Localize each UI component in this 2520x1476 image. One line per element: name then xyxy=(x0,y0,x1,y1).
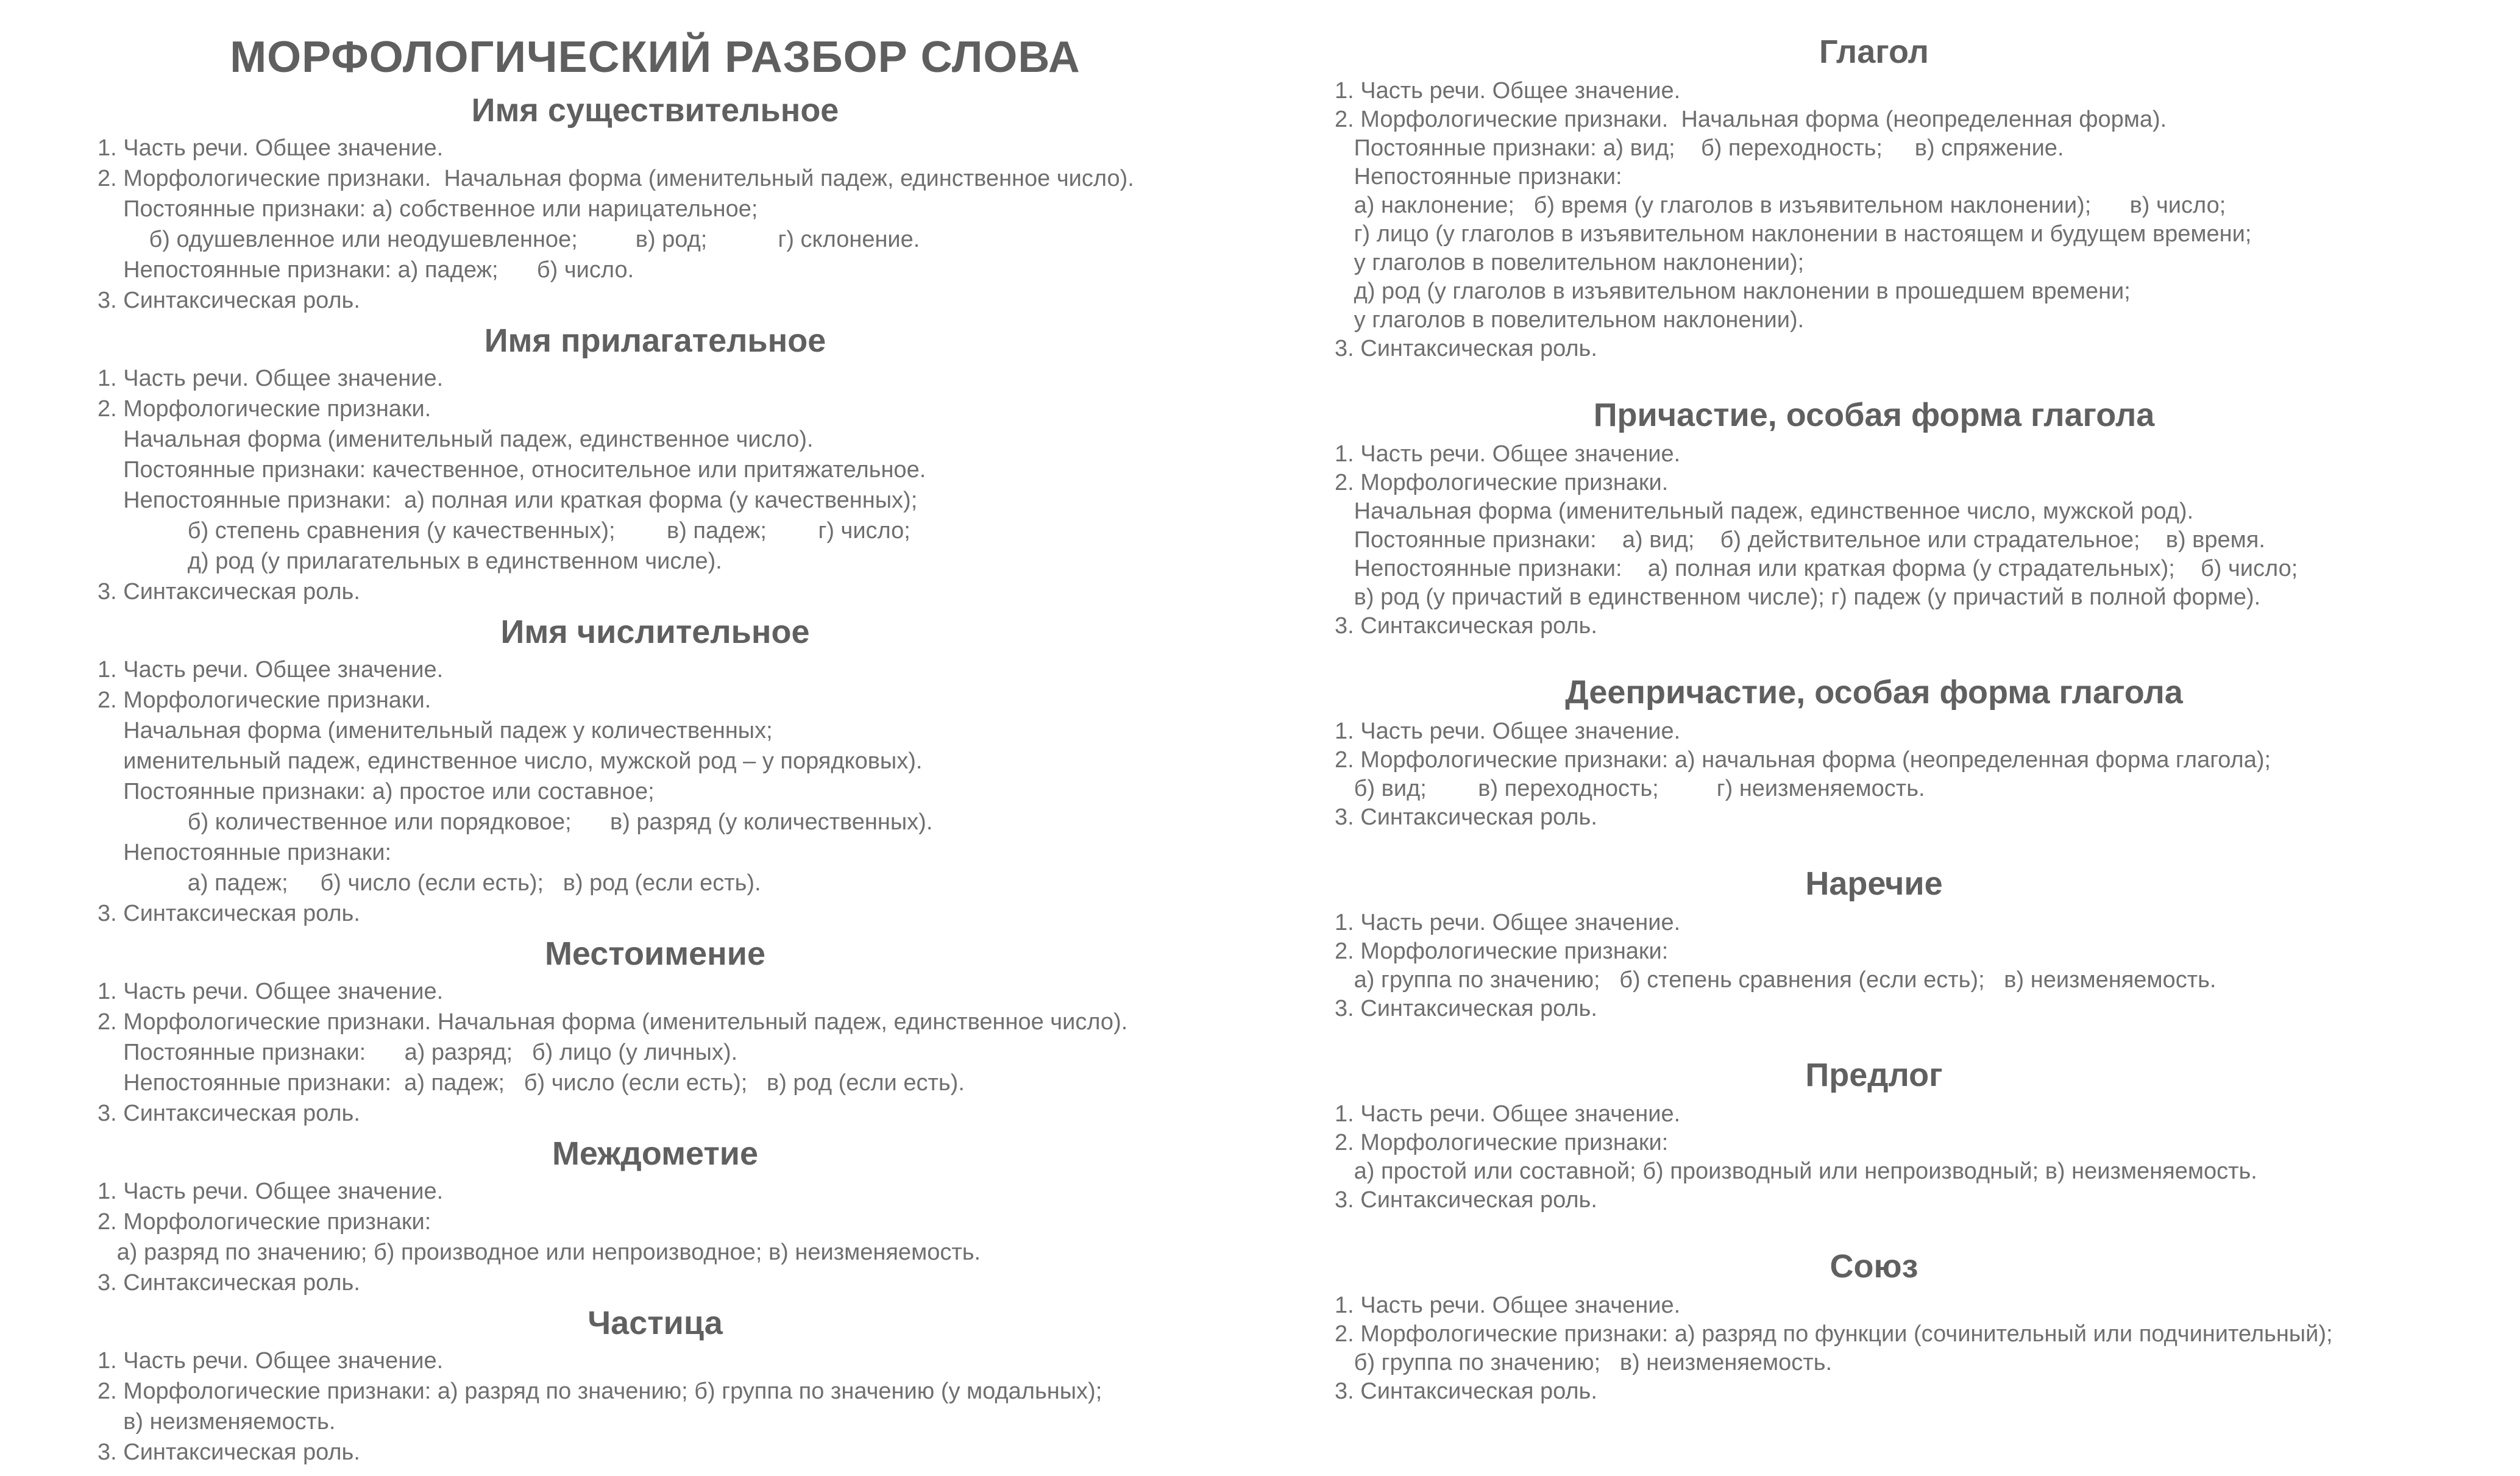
text-line: б) вид; в) переходность; г) неизменяемость. xyxy=(1335,776,1925,801)
text-line: Непостоянные признаки: xyxy=(1335,164,1622,190)
text-line: д) род (у глаголов в изъявительном наклонении в прошедшем времени; xyxy=(1335,279,2131,304)
text-line: Постоянные признаки: а) собственное или нарицательное; xyxy=(98,196,758,222)
text-line: Начальная форма (именительный падеж, единственное число). xyxy=(98,427,814,452)
text-line: 2. Морфологические признаки. xyxy=(1335,470,1669,495)
text-line: б) количественное или порядковое; в) разряд (у количественных). xyxy=(98,809,933,835)
text-line: д) род (у прилагательных в единственном числе). xyxy=(98,548,722,574)
right-column xyxy=(1335,0,2413,1406)
text-line: г) лицо (у глаголов в изъявительном наклонении в настоящем и будущем времени; xyxy=(1335,221,2252,247)
text-line: Непостоянные признаки: xyxy=(98,840,392,865)
text-line: Постоянные признаки: качественное, относительное или притяжательное. xyxy=(98,457,926,483)
section-left-2 xyxy=(98,614,1213,929)
text-line: 3. Синтаксическая роль. xyxy=(98,901,360,926)
text-line: а) группа по значению; б) степень сравнения (если есть); в) неизменяемость. xyxy=(1335,967,2217,993)
section-heading: Имя существительное xyxy=(471,92,839,129)
text-line: 3. Синтаксическая роль. xyxy=(1335,996,1597,1021)
text-line: у глаголов в повелительном наклонении); xyxy=(1335,250,1805,275)
right-sections xyxy=(1335,34,2413,1406)
section-heading: Наречие xyxy=(1805,865,1943,902)
text-line: 1. Часть речи. Общее значение. xyxy=(1335,441,1681,467)
text-line: 2. Морфологические признаки: xyxy=(98,1209,431,1235)
text-line: а) простой или составной; б) производный или непроизводный; в) неизменяемость. xyxy=(1335,1158,2257,1184)
section-heading: Союз xyxy=(1830,1248,1918,1285)
text-line: а) разряд по значению; б) производное или непроизводное; в) неизменяемость. xyxy=(98,1240,981,1265)
text-line: 1. Часть речи. Общее значение. xyxy=(1335,718,1681,744)
text-line: Постоянные признаки: а) вид; б) действительное или страдательное; в) время. xyxy=(1335,527,2265,553)
text-line: 1. Часть речи. Общее значение. xyxy=(1335,910,1681,935)
text-line: Непостоянные признаки: а) полная или краткая форма (у страдательных); б) число; xyxy=(1335,556,2298,581)
text-line: 1. Часть речи. Общее значение. xyxy=(98,1179,444,1204)
text-line: 3. Синтаксическая роль. xyxy=(1335,804,1597,830)
text-line: 2. Морфологические признаки: а) разряд по значению; б) группа по значению (у модальных); xyxy=(98,1378,1102,1404)
section-heading: Предлог xyxy=(1805,1057,1943,1093)
text-line: б) одушевленное или неодушевленное; в) род; г) склонение. xyxy=(98,227,920,252)
text-line: 3. Синтаксическая роль. xyxy=(98,288,360,313)
section-left-3 xyxy=(98,936,1213,1129)
text-line: 2. Морфологические признаки: xyxy=(1335,1130,1669,1155)
text-line: б) степень сравнения (у качественных); в) падеж; г) число; xyxy=(98,518,910,544)
section-heading: Междометие xyxy=(552,1135,759,1172)
text-line: Постоянные признаки: а) разряд; б) лицо (у личных). xyxy=(98,1040,738,1065)
section-right-0 xyxy=(1335,34,2413,363)
text-line: 3. Синтаксическая роль. xyxy=(98,1439,360,1465)
section-right-5 xyxy=(1335,1249,2413,1406)
text-line: Постоянные признаки: а) вид; б) переходность; в) спряжение. xyxy=(1335,135,2064,161)
text-line: 2. Морфологические признаки: а) разряд по функции (сочинительный или подчинительный); xyxy=(1335,1321,2333,1347)
section-left-1 xyxy=(98,323,1213,607)
section-heading: Причастие, особая форма глагола xyxy=(1593,397,2155,433)
text-line: 3. Синтаксическая роль. xyxy=(1335,613,1597,639)
text-line: 1. Часть речи. Общее значение. xyxy=(98,366,444,391)
section-left-5 xyxy=(98,1305,1213,1467)
left-column xyxy=(98,0,1213,1467)
text-line: 3. Синтаксическая роль. xyxy=(1335,1378,1597,1404)
text-line: 3. Синтаксическая роль. xyxy=(1335,336,1597,361)
text-line: 1. Часть речи. Общее значение. xyxy=(98,657,444,683)
text-line: именительный падеж, единственное число, мужской род – у порядковых). xyxy=(98,748,923,774)
text-line: у глаголов в повелительном наклонении). xyxy=(1335,307,1805,333)
section-left-0 xyxy=(98,93,1213,316)
text-line: б) группа по значению; в) неизменяемость. xyxy=(1335,1350,1833,1375)
text-line: Непостоянные признаки: а) падеж; б) число. xyxy=(98,257,634,283)
page-title: МОРФОЛОГИЧЕСКИЙ РАЗБОР СЛОВА xyxy=(230,33,1081,82)
section-heading: Имя числительное xyxy=(500,614,810,650)
left-sections xyxy=(98,93,1213,1467)
section-right-3 xyxy=(1335,866,2413,1023)
text-line: 1. Часть речи. Общее значение. xyxy=(1335,1101,1681,1127)
section-heading: Частица xyxy=(587,1305,723,1341)
text-line: 1. Часть речи. Общее значение. xyxy=(1335,1293,1681,1318)
text-line: 2. Морфологические признаки: xyxy=(1335,938,1669,964)
text-line: Непостоянные признаки: а) падеж; б) число (если есть); в) род (если есть). xyxy=(98,1070,965,1096)
section-heading: Глагол xyxy=(1819,34,1929,70)
text-line: 2. Морфологические признаки. xyxy=(98,396,431,422)
text-line: а) наклонение; б) время (у глаголов в изъявительном наклонении); в) число; xyxy=(1335,193,2226,218)
text-line: 3. Синтаксическая роль. xyxy=(1335,1187,1597,1213)
text-line: 2. Морфологические признаки. Начальная форма (именительный падеж, единственное число). xyxy=(98,1009,1128,1035)
text-line: в) неизменяемость. xyxy=(98,1409,336,1435)
text-line: в) род (у причастий в единственном числе); г) падеж (у причастий в полной форме). xyxy=(1335,584,2261,610)
section-right-1 xyxy=(1335,397,2413,640)
section-left-4 xyxy=(98,1136,1213,1298)
section-heading: Деепричастие, особая форма глагола xyxy=(1565,674,2183,711)
text-line: 2. Морфологические признаки: а) начальная форма (неопределенная форма глагола); xyxy=(1335,747,2271,773)
section-heading: Имя прилагательное xyxy=(484,322,826,359)
text-line: Постоянные признаки: а) простое или составное; xyxy=(98,779,655,804)
section-heading: Местоимение xyxy=(544,935,766,972)
text-line: 2. Морфологические признаки. Начальная форма (именительный падеж, единственное число). xyxy=(98,166,1134,191)
text-line: а) падеж; б) число (если есть); в) род (если есть). xyxy=(98,870,761,896)
text-line: 1. Часть речи. Общее значение. xyxy=(98,1348,444,1374)
text-line: 1. Часть речи. Общее значение. xyxy=(1335,78,1681,104)
text-line: 3. Синтаксическая роль. xyxy=(98,579,360,605)
text-line: 3. Синтаксическая роль. xyxy=(98,1270,360,1296)
text-line: 2. Морфологические признаки. Начальная форма (неопределенная форма). xyxy=(1335,107,2167,132)
text-line: Непостоянные признаки: а) полная или краткая форма (у качественных); xyxy=(98,488,918,513)
text-line: Начальная форма (именительный падеж у количественных; xyxy=(98,718,773,743)
text-line: 3. Синтаксическая роль. xyxy=(98,1101,360,1126)
text-line: 2. Морфологические признаки. xyxy=(98,687,431,713)
text-line: Начальная форма (именительный падеж, единственное число, мужской род). xyxy=(1335,499,2194,524)
text-line: 1. Часть речи. Общее значение. xyxy=(98,979,444,1004)
text-line: 1. Часть речи. Общее значение. xyxy=(98,135,444,161)
section-right-2 xyxy=(1335,675,2413,832)
section-right-4 xyxy=(1335,1057,2413,1215)
